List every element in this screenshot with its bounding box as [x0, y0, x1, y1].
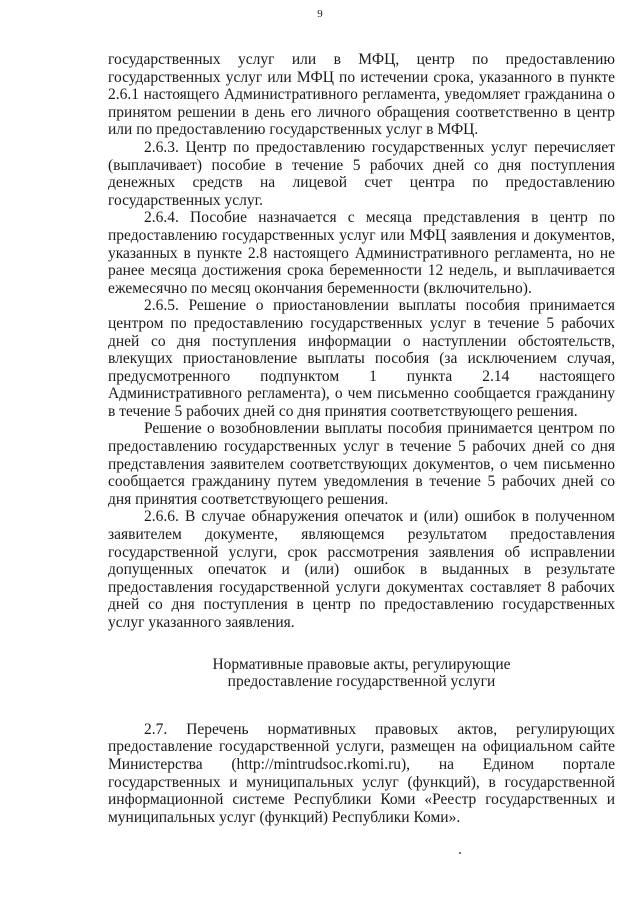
paragraph-2-6-3: 2.6.3. Центр по предоставлению государственных услуг перечисляет (выплачивает) пособие в течение 5 рабочих дней со дня поступления денежных средств на лицевой счет центра по предоставлению государственных услуг. [108, 138, 615, 209]
scan-speck [459, 852, 461, 854]
document-body [108, 51, 615, 826]
paragraph-continuation: государственных услуг или в МФЦ, центр по предоставлению государственных услуг или МФЦ по истечении срока, указанного в пункте 2.6.1 настоящего Административного регламента, уведомляет гражданина о принятом решении в день его личного обращения соответственно в центр или по предоставлению государственных услуг в МФЦ. [108, 51, 615, 139]
section-heading-line-2: предоставление государственной услуги [227, 673, 496, 691]
paragraph-2-6-5: 2.6.5. Решение о приостановлении выплаты пособия принимается центром по предоставлению государственных услуг в течение 5 рабочих дней со дня поступления информации о наступлении обстоятельств, влекущих приостановление выплаты пособия (за исключением случая, предусмотренного подпунктом 1 пункта 2.14 настоящего Административного регламента), о чем письменно сообщается гражданину в течение 5 рабочих дней со дня принятия соответствующего решения. [108, 297, 615, 420]
paragraph-2-6-4: 2.6.4. Пособие назначается с месяца представления в центр по предоставлению государственных услуг или МФЦ заявления и документов, указанных в пункте 2.8 настоящего Административного регламента, но не ранее месяца достижения срока беременности 12 недель, и выплачивается ежемесячно по месяц окончания беременности (включительно). [108, 209, 615, 297]
section-heading-line-1: Нормативные правовые акты, регулирующие [212, 655, 511, 673]
paragraph-resumption: Решение о возобновлении выплаты пособия принимается центром по предоставлению государственных услуг в течение 5 рабочих дней со дня представления заявителем соответствующих документов, о чем письменно сообщается гражданину путем уведомления в течение 5 рабочих дней со дня принятия соответствующего решения. [108, 420, 615, 508]
paragraph-2-7: 2.7. Перечень нормативных правовых актов, регулирующих предоставление государственной услуги, размещен на официальном сайте Министерства (http://mintrudsoc.rkomi.ru), на Едином портале государственных и муниципальных услуг (функций), в государственной информационной системе Республики Коми «Реестр государственных и муниципальных услуг (функций) Республики Коми». [108, 720, 615, 826]
paragraph-2-6-6: 2.6.6. В случае обнаружения опечаток и (или) ошибок в полученном заявителем документе, являющемся результатом предоставления государственной услуги, срок рассмотрения заявления об исправлении допущенных опечаток и (или) ошибок в выданных в результате предоставления государственной услуги документах составляет 8 рабочих дней со дня поступления в центр по предоставлению государственных услуг указанного заявления. [108, 508, 615, 631]
section-heading [108, 656, 615, 691]
page-number: 9 [317, 8, 323, 20]
